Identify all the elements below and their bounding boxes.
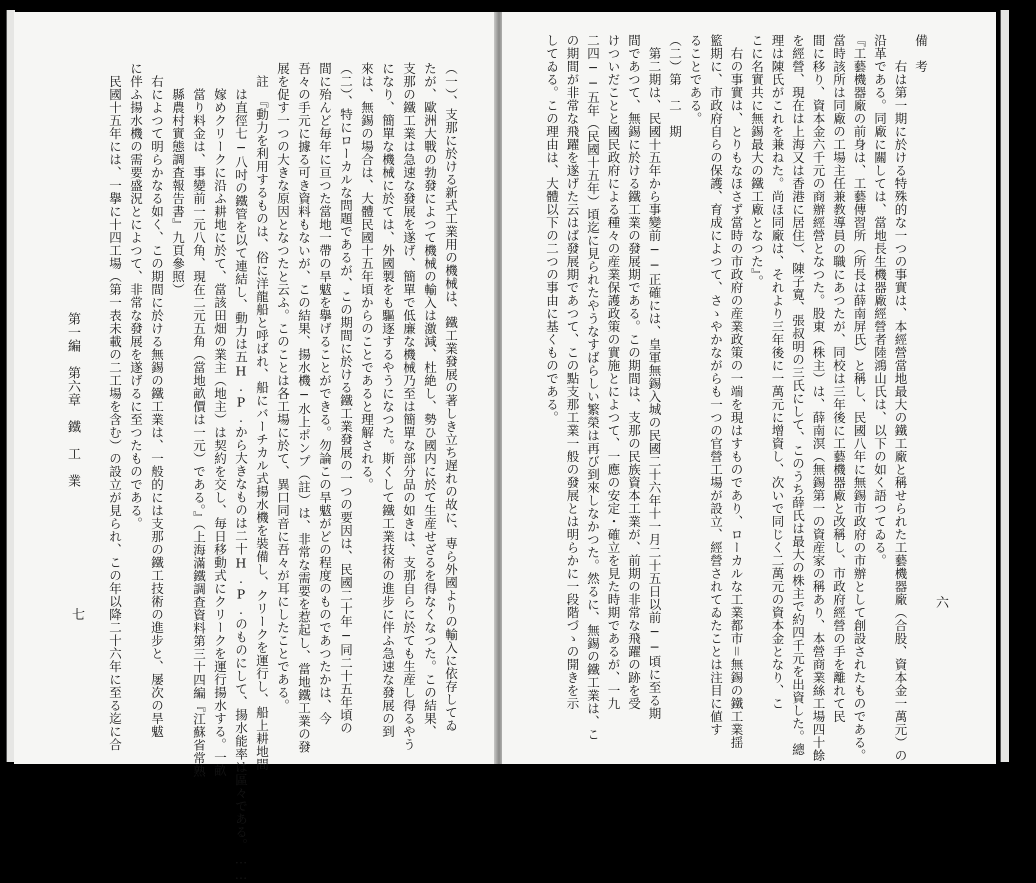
text-line: 縣農村實態調査報告書』九頁參照） [170, 62, 186, 296]
text-line: けついだことと國民政府による種々の産業保護政策の實施とによつて、一應の安定・確立を見た時期であるが、一九 [606, 34, 621, 710]
text-line: 沿革である。同廠に關しては、當地長生機器廠經營者陸鴻山氏は、以下の如く語つてゐる。 [872, 34, 888, 567]
text-line: 第二期は、民國十五年から事變前──正確には、皇軍無錫入城の民國二十六年十一月二十五日以前──頃に至る期 [647, 34, 662, 720]
text-line: 來は、無錫の場合は、大體民國十五年頃からのことであると理解される。 [359, 62, 375, 491]
text-line: 註 『動力を利用するものは、俗に洋龍船と呼ばれ、船にバーチカル式揚水機を裝備し、クリークを運行し、船上耕地間 [254, 62, 270, 771]
text-line: ることである。 [688, 34, 703, 125]
text-line: （一）、支那に於ける新式工業用の機械は、鐵工業發展の著しき立ち遅れの故に、専ら外國よりの輸入に依存してゐ [443, 62, 459, 732]
text-line: 籃期に、市政府自らの保護、育成によつて、さゝやかながらも一つの官營工場が設立、經營されてゐたことは注目に値す [708, 34, 724, 736]
text-line: 間に殆んど毎年に亘つた當地一帶の旱魃を擧げることができる。勿論この旱魃がどの程度のものであつたかは、今 [317, 62, 333, 725]
text-line: を經營、現在は上海又は香港に居住）、陳子寛、張叔明の三氏にして、このうち薛氏は最大の株主で約四千元を出資した。總 [790, 34, 806, 756]
text-line: 間であつて、無錫に於ける鐵工業の發展期である。この期間は、支那の民族資本工業が、前期の非常な飛躍の跡を受 [626, 34, 642, 710]
text-line: 右の事實は、とりもなほさず當時の市政府の産業政策の一端を現はすものであり、ローカルな工業都市＝無錫の鐵工業揺 [729, 34, 744, 749]
text-line: してゐる。この理由は、大體以下の二つの事由に基くものである。 [544, 34, 560, 424]
text-line: 當時該所は同廠の工場主任兼教導員の職にあつたが、同校は三年後に工藝機器廠と改稱し、市政府經營の手を離れて民 [831, 34, 847, 723]
text-line: に伴ふ揚水機の需要盛況とによつて、非常な發展を遂げるに至つたものである。 [128, 62, 144, 530]
running-header: 第一編 第六章 鐵 工 業 [65, 312, 80, 488]
text-line: （二）第 二 期 [667, 34, 683, 138]
text-line: 當り料金は、事變前一元八角、現在二元五角（當地畝價は一元）である。』（上海滿鐵調査資料第三十四編『江蘇省常熟 [191, 62, 207, 778]
text-line: 右は第一期に於ける特殊的な一つの事實は、本經營當地最大の鐵工廠と稱せられた工藝機器廠（合股、資本金一萬元）の [893, 34, 908, 762]
text-line: 備 考 [913, 34, 929, 73]
page-edge-right [1000, 10, 1009, 762]
text-line: 民國十五年には、一擧に十四工場（第一表未載の二工場を含む）の設立が見られ、この年以降二十六年に至る迄に合 [107, 62, 123, 751]
text-line: 展を促す一つの大きな原因となつたと云ふ。このことは各工場に於て、異口同音に吾々が耳にしたことである。 [275, 62, 291, 712]
text-line: 二四──五年（民國十五年）頃迄に見られたやうなすばらしい繁榮は再び到來しなかつた。然るに、無錫の鐵工業は、こ [585, 34, 601, 741]
text-line: 嫁めクリークに沿ふ耕地に於て、當該田畑の業主（地主）は契約を交し、毎日移動式にクリークを運行揚水する。一畝 [212, 62, 228, 777]
text-line: 間に移り、資本金六千元の商辦經營となつた。股東（株主）は、薛南溟（無錫第一の資産家の稱あり、本營商業絲工場四十餘 [811, 34, 826, 762]
text-line: になり、簡單な機械に於ては、外國製をも驅逐するやうになつた。斯くして鐵工業技術の進步に伴ふ急速な發展の到 [380, 62, 396, 738]
text-line: こに名實共に無錫最大の鐵工廠となつた』。 [749, 34, 765, 288]
text-line: 『工藝機器廠の前身は、工藝傳習所（所長は薛南屏氏）と稱し、民國八年に無錫市政府の市辦として創設されたものである。 [852, 34, 867, 762]
left-page [14, 12, 496, 883]
text-line: 右によつて明らかなる如く、この期間に於ける無錫の鐵工業は、一般的には支那の鐵工技術の進步と、屡次の旱魃 [149, 62, 165, 738]
text-line: （二）、特にローカルな問題であるが、この期間に於ける鐵工業發展の一つの要因は、民國二十年─同二十五年頃の [338, 62, 354, 735]
text-line: の期間が非常な飛躍を遂げた云はば發展期であつて、この點支那工業一般の發展とは明らかに一段階づゝの開きを示 [565, 34, 580, 710]
text-line: 理は陳氏がこれを兼ねた。尚ほ同廠は、それより三年後に一萬元に增資し、次いで同じく二萬元の資本金となり、こ [770, 34, 785, 710]
page-number-left: 七 [72, 608, 86, 623]
text-line: 支那の鐵工業は急速な發展を遂げ、簡單で低廉な機械乃至は簡單な部分品の如きは、支那自らに於ても生産し得るやう [401, 62, 417, 751]
text-line: たが、歐洲大戰の勃發によつて機械の輸入は激減、杜絶し、勢ひ國内に於て生産せざるを得なくなつた。この結果、 [422, 62, 438, 738]
text-line: 吾々の手元に據る可き資料もないが、この結果、揚水機─水上ポンプ（註）は、非常な需要を惹起し、當地鐵工業の發 [296, 62, 312, 754]
right-page [502, 12, 996, 764]
page-number-right: 六 [936, 596, 950, 611]
text-line: は直徑七─八吋の鐵管を以て連結し、動力は五H.P.から大きなものは二十H.P.のものにして、揚水能率は區々である。…… [233, 62, 249, 883]
